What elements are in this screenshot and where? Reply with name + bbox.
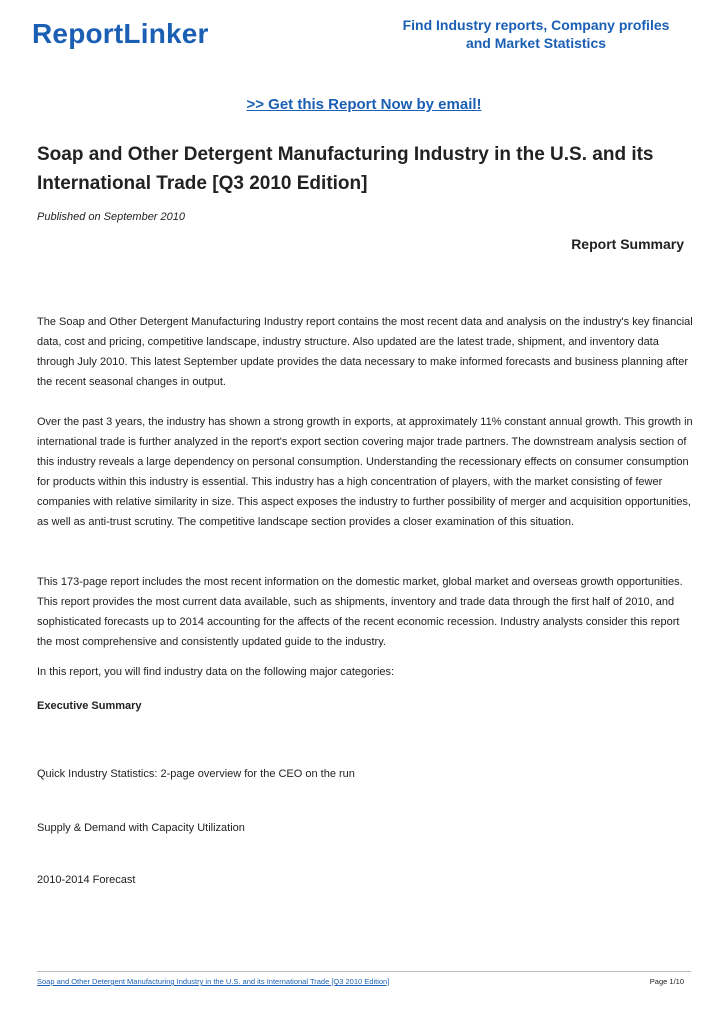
summary-paragraph-3: This 173-page report includes the most recent information on the domestic market, global market and overseas growth opportunities. This report provides the most current data available, such as shipments, inventory and trade data through the first half of 2010, and sophisticated forecasts up to 2014 accounting for the affects of the recent economic recession. Industry analysts consider this report the most comprehensive and consistently updated guide to the industry. [37,576,683,648]
report-title: Soap and Other Detergent Manufacturing Industry in the U.S. and its International Trade [Q3 2010 Edition] [37,144,654,194]
tagline-line-2: and Market Statistics [465,35,607,51]
published-date: Published on September 2010 [37,211,185,223]
summary-paragraph-1: The Soap and Other Detergent Manufacturing Industry report contains the most recent data and analysis on the industry's key financial data, cost and pricing, competitive landscape, industry structure. Also updated are the latest trade, shipment, and inventory data through July 2010. This latest September update provides the data necessary to make informed forecasts and business planning after the recent seasonal changes in output. [37,316,693,388]
report-summary-heading: Report Summary [571,236,684,252]
summary-paragraph-2: Over the past 3 years, the industry has shown a strong growth in exports, at approximately 11% constant annual growth. This growth in international trade is further analyzed in the report's export section covering major trade partners. The downstream analysis section of this industry reveals a large dependency on personal consumption. Understanding the recessionary effects on consumer consumption for products within this industry is essential. This industry has a high concentration of players, with the market consisting of fewer companies with relative similarity in size. This aspect exposes the industry to further possibility of merger and acquisition opportunities, as well as anti-trust scrutiny. The competitive landscape section provides a closer examination of this situation. [37,416,693,528]
category-forecast: 2010-2014 Forecast [37,874,136,886]
category-quick-statistics: Quick Industry Statistics: 2-page overview for the CEO on the run [37,768,355,780]
footer-divider [37,971,691,972]
reportlinker-logo: ReportLinker [32,18,209,49]
tagline-line-1: Find Industry reports, Company profiles [402,17,670,33]
footer-page-number: Page 1/10 [649,977,684,986]
categories-intro: In this report, you will find industry data on the following major categories: [37,666,395,678]
header-tagline [380,16,692,52]
category-supply-demand: Supply & Demand with Capacity Utilization [37,822,245,834]
get-report-by-email-link[interactable]: >> Get this Report Now by email! [246,96,482,113]
category-executive-summary: Executive Summary [37,700,142,712]
footer-report-link[interactable]: Soap and Other Detergent Manufacturing Industry in the U.S. and its International Trade [Q3 2010 Edition] [37,977,390,986]
